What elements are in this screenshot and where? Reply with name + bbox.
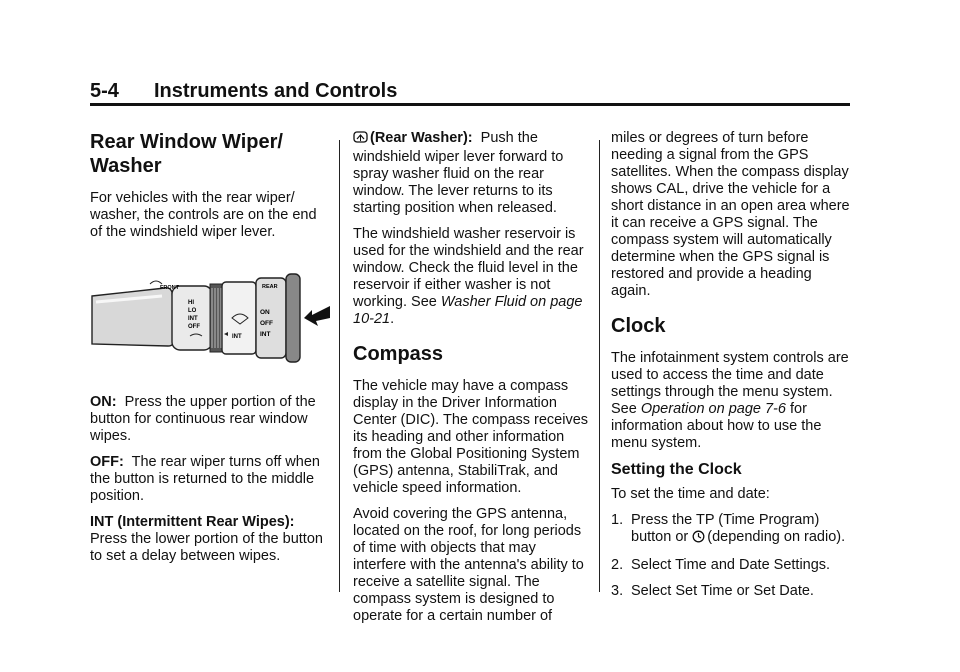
label-on: ON: [260, 309, 270, 316]
label-off-right: OFF: [260, 320, 273, 327]
washer-fluid-link[interactable]: Washer Fluid on page 10-21: [353, 294, 583, 327]
step-text: Press the TP (Time Program) button or (depending on radio).: [631, 512, 853, 548]
label-off-left: OFF: [188, 324, 200, 330]
steps-list: [611, 512, 853, 600]
column-3: [611, 130, 853, 609]
label-front: FRONT: [160, 285, 179, 291]
column-divider-1: [339, 140, 340, 592]
step-number: 3.: [611, 583, 624, 599]
step-number: 1.: [611, 512, 624, 528]
end-cap: [286, 274, 300, 362]
wiper-lever-svg: [90, 266, 330, 366]
on-description: [90, 394, 330, 445]
label-int-mid: INT: [232, 334, 242, 340]
int-description: [90, 514, 330, 565]
off-text: The rear wiper turns off when the button is returned to the middle position.: [90, 454, 320, 504]
clock-text-b: for information about how to use the menu system.: [611, 401, 822, 451]
reservoir-text: The windshield washer reservoir is used for the windshield and the rear window. Check the fluid level in the reservoir if either washer is not working. See: [353, 226, 584, 310]
label-int-left: INT: [188, 316, 198, 322]
off-label: OFF:: [90, 454, 124, 470]
column-1: [90, 130, 330, 574]
rear-washer-description: [353, 130, 593, 217]
heading-line-1: Rear Window Wiper/: [90, 131, 283, 153]
label-lo: LO: [188, 308, 197, 314]
on-text: Press the upper portion of the button for continuous rear window wipes.: [90, 394, 316, 444]
clock-text-a: The infotainment system controls are used to access the time and date settings through the menu system. See: [611, 350, 849, 417]
pointer-arrow-icon: [304, 306, 330, 326]
setting-clock-heading: Setting the Clock: [611, 461, 742, 478]
rear-washer-text: Push the windshield wiper lever forward to spray washer fluid on the rear window. The lever returns to its starting position when released.: [353, 130, 564, 216]
int-label: INT (Intermittent Rear Wipes):: [90, 514, 295, 530]
section-title: Instruments and Controls: [154, 80, 398, 102]
column-divider-2: [599, 140, 600, 592]
label-rear: REAR: [262, 284, 278, 290]
header-rule: [90, 103, 850, 106]
label-int-right: INT: [260, 331, 271, 338]
clock-heading: Clock: [611, 315, 666, 337]
front-wiper-icon: [150, 281, 162, 284]
label-hi: HI: [188, 300, 194, 306]
int-knob: [222, 282, 256, 354]
compass-heading: Compass: [353, 343, 444, 365]
step-text: Select Time and Date Settings.: [631, 557, 831, 573]
step-number: 2.: [611, 557, 624, 573]
rear-washer-label: (Rear Washer):: [370, 130, 473, 146]
page-number: 5-4: [90, 80, 119, 102]
page-header: [90, 80, 850, 104]
column-2: [353, 130, 593, 634]
compass-continued: miles or degrees of turn before needing a signal from the GPS satellites. When the compass display shows CAL, drive the vehicle for a short distance in an open area where it can receive a GPS signal. The compass system will automatically determine when the GPS signal is restored and provide a heading again.: [611, 130, 850, 299]
step-text: Select Set Time or Set Date.: [631, 583, 814, 599]
rear-washer-icon: [353, 130, 368, 149]
compass-paragraph-2: Avoid covering the GPS antenna, located on the roof, for long periods of time with objects that may interfere with the antenna's ability to receive a satellite signal. The compass system is designed to operate for a certain number of: [353, 506, 584, 624]
heading-line-2: Washer: [90, 155, 162, 177]
wiper-lever-illustration: [90, 266, 330, 366]
rear-wiper-button-housing: [256, 278, 286, 358]
setting-intro: To set the time and date:: [611, 486, 770, 502]
int-text: Press the lower portion of the button to set a delay between wipes.: [90, 531, 323, 564]
reservoir-end: .: [390, 311, 395, 327]
rear-wiper-heading: [90, 130, 330, 178]
reservoir-paragraph: [353, 226, 593, 328]
operation-link[interactable]: Operation on page 7-6: [640, 401, 786, 417]
compass-paragraph-1: The vehicle may have a compass display in the Driver Information Center (DIC). The compass receives its heading and other information from the Global Positioning System (GPS) antenna, StabiliTrak, and vehicle speed information.: [353, 378, 589, 496]
clock-paragraph: [611, 350, 853, 452]
off-description: [90, 454, 330, 505]
list-item: [611, 583, 853, 600]
clock-icon: [692, 530, 705, 548]
on-label: ON:: [90, 394, 117, 410]
rear-wiper-intro: For vehicles with the rear wiper/ washer, the controls are on the end of the windshield wiper lever.: [90, 190, 317, 240]
list-item: [611, 557, 853, 574]
list-item: [611, 512, 853, 548]
